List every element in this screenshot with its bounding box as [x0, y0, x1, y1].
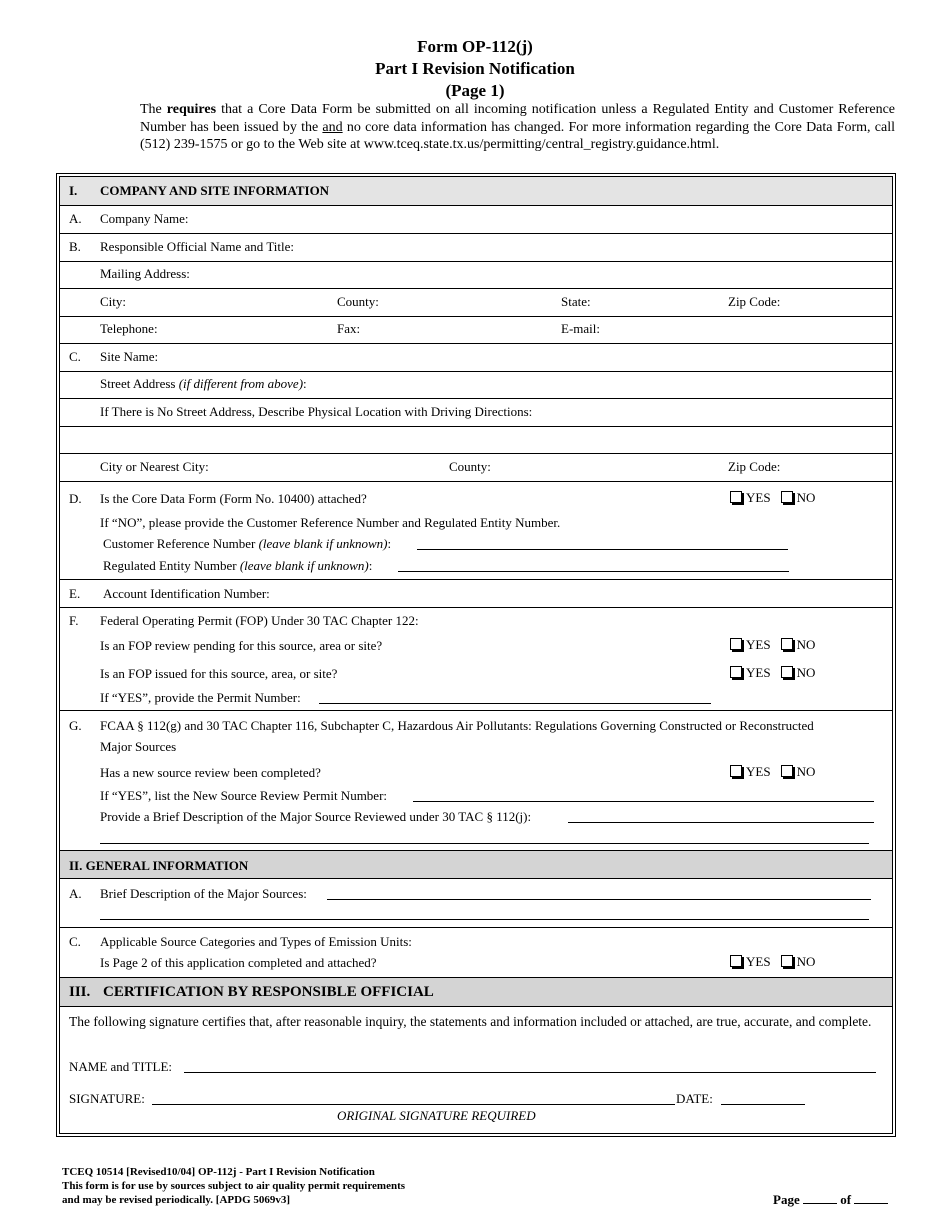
form-box	[56, 173, 896, 1137]
telephone-label: Telephone:	[100, 321, 158, 336]
fop-issued-yes-checkbox[interactable]	[730, 666, 742, 678]
core-data-if-no: If “NO”, please provide the Customer Reference Number and Regulated Entity Number.	[100, 515, 561, 530]
page-total-field[interactable]	[854, 1193, 888, 1204]
date-field[interactable]	[721, 1104, 805, 1105]
customer-reference-label: Customer Reference Number (leave blank if unknown):	[103, 536, 392, 551]
section-1-heading: COMPANY AND SITE INFORMATION	[100, 183, 330, 198]
name-title-field[interactable]	[184, 1072, 876, 1073]
core-data-yes-checkbox[interactable]	[730, 491, 742, 503]
fop-pending-yes-checkbox[interactable]	[730, 638, 742, 650]
fop-pending-yes-no: YES NO	[730, 637, 815, 653]
fop-pending-no-checkbox[interactable]	[781, 638, 793, 650]
page-2-yes-no: YES NO	[730, 954, 815, 970]
row-f-letter: F.	[69, 613, 79, 628]
regulated-entity-field[interactable]	[398, 571, 789, 572]
fax-label: Fax:	[337, 321, 361, 336]
form-footer	[62, 1165, 405, 1207]
state-label: State:	[561, 294, 591, 309]
intro-paragraph: The requires that a Core Data Form be submitted on all incoming notification unless a Regulated Entity and Customer Reference Number has been issued by the and no core data information has changed. For more information regarding the Core Data Form, call (512) 239-1575 or go to the Web site at www.tceq.state.tx.us/permitting/central_registry.guidance.html.	[140, 102, 896, 152]
site-name-label: Site Name:	[100, 349, 159, 364]
account-id-label: Account Identification Number:	[103, 586, 270, 601]
form-title: Form OP-112(j)	[417, 37, 533, 56]
major-sources-description-label: Brief Description of the Major Sources:	[100, 886, 307, 901]
nsr-completed-yes-no: YES NO	[730, 764, 815, 780]
original-signature-required: ORIGINAL SIGNATURE REQUIRED	[337, 1108, 536, 1123]
signature-field[interactable]	[152, 1104, 675, 1105]
section-2-row-c-letter: C.	[69, 934, 81, 949]
mailing-address-label: Mailing Address:	[100, 266, 190, 281]
fop-issued-no-checkbox[interactable]	[781, 666, 793, 678]
nsr-permit-number-label: If “YES”, list the New Source Review Permit Number:	[100, 788, 388, 803]
row-g-letter: G.	[69, 718, 82, 733]
certification-statement: The following signature certifies that, after reasonable inquiry, the statements and information included or attached, are true, accurate, and complete.	[69, 1014, 872, 1029]
fop-issued-question: Is an FOP issued for this source, area, or site?	[100, 666, 338, 681]
fop-pending-question: Is an FOP review pending for this source, area or site?	[100, 638, 383, 653]
major-sources-description-field[interactable]	[327, 899, 871, 900]
fop-permit-number-label: If “YES”, provide the Permit Number:	[100, 690, 301, 705]
page-2-no-checkbox[interactable]	[781, 955, 793, 967]
fcaa-label-line2: Major Sources	[100, 739, 177, 754]
company-name-label: Company Name:	[100, 211, 189, 226]
nsr-completed-yes-checkbox[interactable]	[730, 765, 742, 777]
row-b-letter: B.	[69, 239, 81, 254]
physical-location-label: If There is No Street Address, Describe Physical Location with Driving Directions:	[100, 404, 533, 419]
page-2-question: Is Page 2 of this application completed and attached?	[100, 955, 377, 970]
footer-line-1: TCEQ 10514 [Revised10/04] OP-112j - Part I Revision Notification	[62, 1166, 375, 1178]
row-a-letter: A.	[69, 211, 82, 226]
row-e-letter: E.	[69, 586, 81, 601]
section-3-number: III.	[69, 984, 91, 1000]
page-label: (Page 1)	[445, 81, 505, 100]
county-label: County:	[337, 294, 379, 309]
section-3-heading: CERTIFICATION BY RESPONSIBLE OFFICIAL	[103, 984, 434, 1000]
nsr-permit-number-field[interactable]	[413, 801, 874, 802]
customer-reference-field[interactable]	[417, 549, 788, 550]
fop-issued-yes-no: YES NO	[730, 665, 815, 681]
fop-permit-number-field[interactable]	[319, 703, 711, 704]
form-subtitle: Part I Revision Notification	[375, 59, 575, 78]
row-c-letter: C.	[69, 349, 81, 364]
section-1-number: I.	[69, 183, 78, 198]
page-number: Page of	[773, 1192, 888, 1208]
core-data-yes-no: YES NO	[730, 490, 815, 506]
section-2-heading: II. GENERAL INFORMATION	[69, 858, 249, 873]
nearest-city-label: City or Nearest City:	[100, 459, 209, 474]
row-d-letter: D.	[69, 491, 82, 506]
name-title-label: NAME and TITLE:	[69, 1059, 173, 1074]
section-2-row-a-letter: A.	[69, 886, 82, 901]
page-number-field[interactable]	[803, 1193, 837, 1204]
fcaa-label-line1: FCAA § 112(g) and 30 TAC Chapter 116, Subchapter C, Hazardous Air Pollutants: Regulations Governing Constructed or Reconstructed	[100, 718, 814, 733]
site-county-label: County:	[449, 459, 491, 474]
email-label: E-mail:	[561, 321, 600, 336]
city-label: City:	[100, 294, 127, 309]
major-sources-description-field-2[interactable]	[100, 919, 869, 920]
site-zip-code-label: Zip Code:	[728, 459, 781, 474]
responsible-official-label: Responsible Official Name and Title:	[100, 239, 295, 254]
zip-code-label: Zip Code:	[728, 294, 781, 309]
regulated-entity-label: Regulated Entity Number (leave blank if unknown):	[103, 558, 373, 573]
fop-label: Federal Operating Permit (FOP) Under 30 TAC Chapter 122:	[100, 613, 419, 628]
major-source-description-field[interactable]	[568, 822, 874, 823]
major-source-description-label: Provide a Brief Description of the Major Source Reviewed under 30 TAC § 112(j):	[100, 809, 532, 824]
footer-line-2: This form is for use by sources subject to air quality permit requirements	[62, 1180, 406, 1192]
nsr-completed-no-checkbox[interactable]	[781, 765, 793, 777]
core-data-no-checkbox[interactable]	[781, 491, 793, 503]
signature-label: SIGNATURE:	[69, 1091, 145, 1106]
source-categories-label: Applicable Source Categories and Types of Emission Units:	[100, 934, 412, 949]
nsr-completed-question: Has a new source review been completed?	[100, 765, 321, 780]
date-label: DATE:	[676, 1091, 713, 1106]
street-address-label: Street Address (if different from above):	[100, 376, 307, 391]
footer-line-3: and may be revised periodically. [APDG 5069v3]	[62, 1194, 291, 1206]
page-2-yes-checkbox[interactable]	[730, 955, 742, 967]
core-data-question: Is the Core Data Form (Form No. 10400) attached?	[100, 491, 367, 506]
major-source-description-field-2[interactable]	[100, 843, 869, 844]
